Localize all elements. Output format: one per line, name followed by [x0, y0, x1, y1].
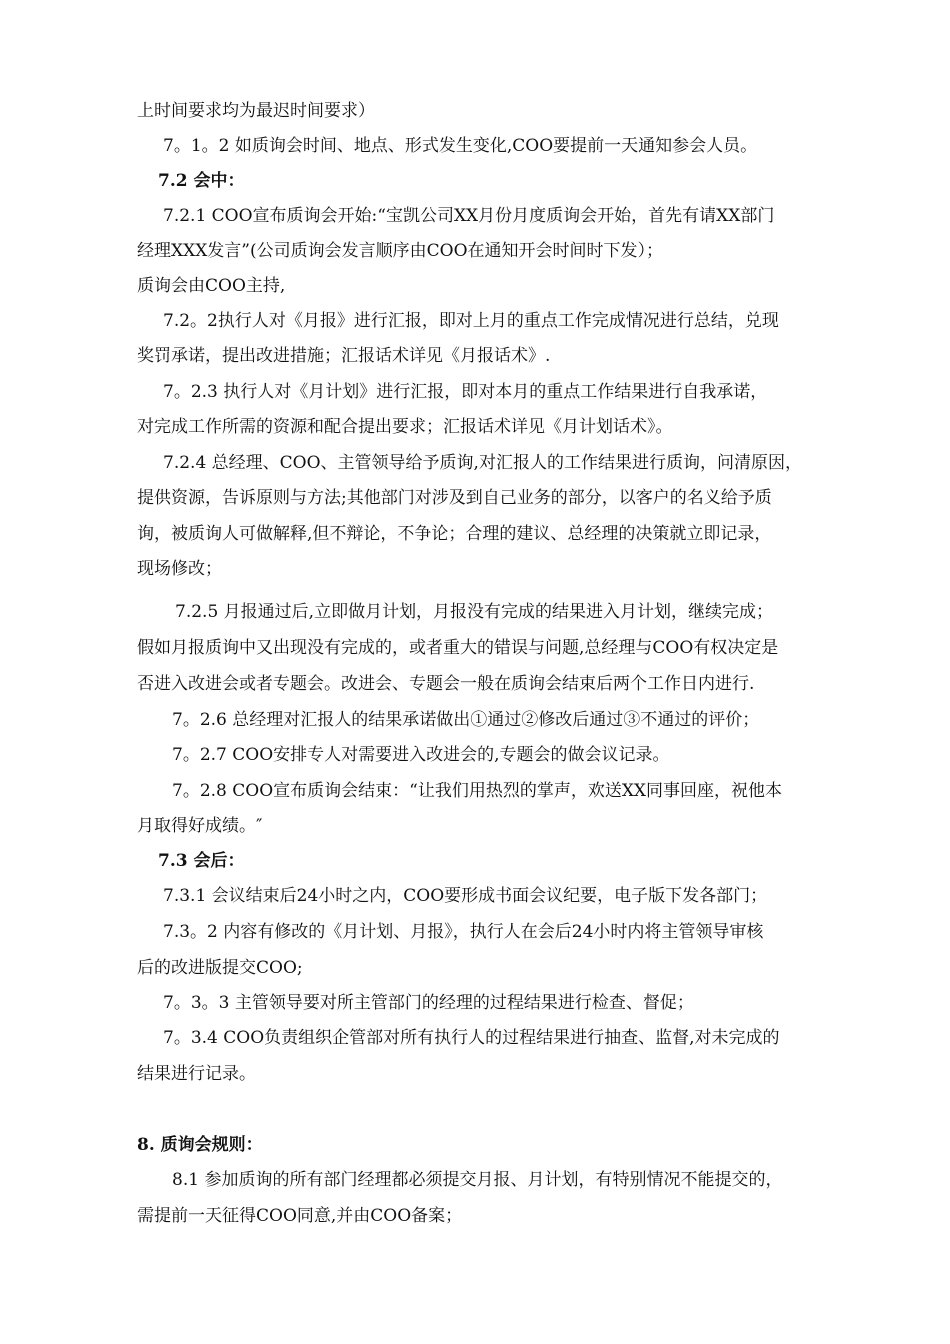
text-line: 7.3.1 会议结束后24小时之内，COO要形成书面会议纪要，电子版下发各部门；: [163, 886, 768, 906]
text-line: 7.2.4 总经理、COO、主管领导给予质询,对汇报人的工作结果进行质询，问清原因，: [163, 453, 802, 473]
text-line: 7。2.3 执行人对《月计划》进行汇报，即对本月的重点工作结果进行自我承诺，: [163, 382, 768, 402]
text-line: 假如月报质询中又出现没有完成的，或者重大的错误与问题,总经理与COO有权决定是: [137, 638, 779, 658]
text-line: 7。2.6 总经理对汇报人的结果承诺做出①通过②修改后通过③不通过的评价；: [172, 710, 760, 730]
text-line: 7.3。2 内容有修改的《月计划、月报》，执行人在会后24小时内将主管领导审核: [163, 922, 764, 942]
text-line: 7.2。2执行人对《月报》进行汇报，即对上月的重点工作完成情况进行总结，兑现: [163, 311, 779, 331]
section-heading-7-2: 7.2 会中：: [158, 171, 245, 191]
text-line: 否进入改进会或者专题会。改进会、专题会一般在质询会结束后两个工作日内进行.: [137, 674, 755, 694]
text-line: 现场修改；: [137, 559, 222, 579]
text-line: 7。1。2 如质询会时间、地点、形式发生变化,COO要提前一天通知参会人员。: [163, 136, 758, 156]
text-line: 后的改进版提交COO;: [137, 958, 303, 978]
text-line: 质询会由COO主持,: [137, 276, 286, 296]
text-line: 对完成工作所需的资源和配合提出要求；汇报话术详见《月计划话术》。: [137, 417, 673, 437]
text-line: 提供资源，告诉原则与方法;其他部门对涉及到自己业务的部分，以客户的名义给予质: [137, 488, 772, 508]
text-line: 月取得好成绩。″: [137, 816, 263, 836]
text-line: 奖罚承诺，提出改进措施；汇报话术详见《月报话术》.: [137, 346, 551, 366]
text-line: 经理XXX发言”(公司质询会发言顺序由COO在通知开会时间时下发）；: [137, 241, 664, 261]
text-line: 7。2.7 COO安排专人对需要进入改进会的,专题会的做会议记录。: [172, 745, 670, 765]
text-line: 上时间要求均为最迟时间要求）: [137, 101, 375, 121]
text-line: 询，被质询人可做解释,但不辩论，不争论；合理的建议、总经理的决策就立即记录，: [137, 524, 772, 544]
text-line: 结果进行记录。: [137, 1064, 256, 1084]
text-line: 7。3。3 主管领导要对所主管部门的经理的过程结果进行检查、督促；: [163, 993, 694, 1013]
text-line: 7。2.8 COO宣布质询会结束：“让我们用热烈的掌声，欢送XX同事回座，祝他本: [172, 781, 783, 801]
section-heading-8: 8. 质询会规则：: [137, 1135, 263, 1155]
text-line: 7。3.4 COO负责组织企管部对所有执行人的过程结果进行抽查、监督,对未完成的: [163, 1028, 780, 1048]
text-line: 7.2.1 COO宣布质询会开始:“宝凯公司XX月份月度质询会开始，首先有请XX部门: [163, 206, 775, 226]
text-line: 需提前一天征得COO同意,并由COO备案；: [137, 1206, 463, 1226]
text-line: 8.1 参加质询的所有部门经理都必须提交月报、月计划，有特别情况不能提交的，: [172, 1170, 783, 1190]
section-heading-7-3: 7.3 会后：: [158, 851, 245, 871]
text-line: 7.2.5 月报通过后,立即做月计划，月报没有完成的结果进入月计划，继续完成；: [175, 602, 774, 622]
